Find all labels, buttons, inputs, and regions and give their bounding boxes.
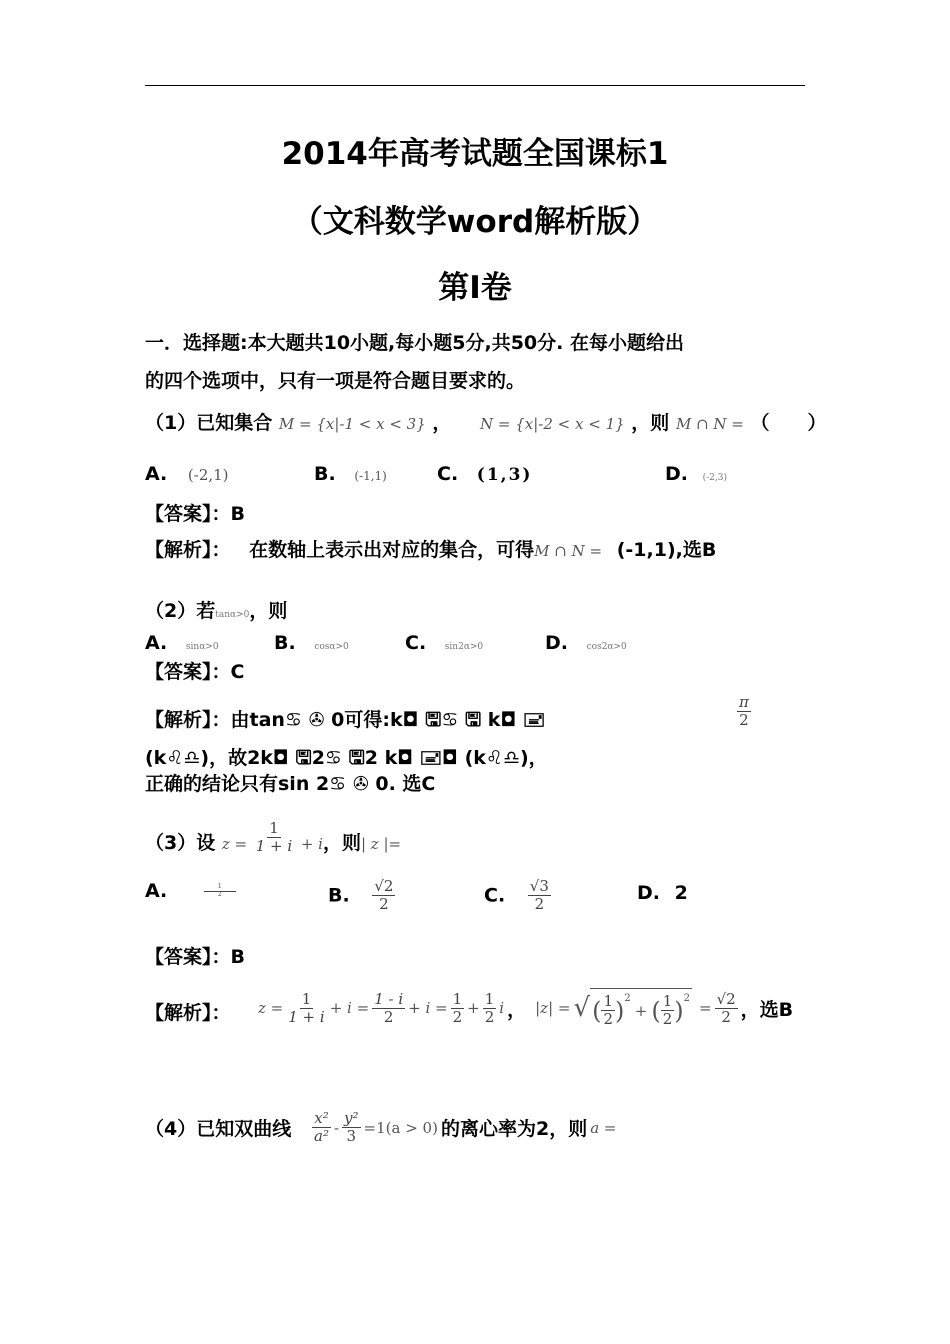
fraction-den: 1 + i xyxy=(288,1007,325,1026)
answer-label: 【答案】： xyxy=(145,503,231,525)
fraction-num: π xyxy=(739,693,749,711)
fraction-num: 1 xyxy=(301,989,312,1008)
q3-option-d xyxy=(637,882,688,904)
paren-close-icon: ) xyxy=(674,996,684,1025)
q3-answer xyxy=(145,942,245,969)
option-label: D. xyxy=(665,463,688,485)
fraction xyxy=(372,878,395,914)
q2-option-c xyxy=(405,632,483,654)
q1-paren: （ ） xyxy=(750,412,827,434)
fraction xyxy=(715,991,738,1027)
q3-then: ，则 xyxy=(322,832,361,854)
fraction-den: 3 xyxy=(346,1127,357,1146)
top-rule xyxy=(145,85,805,86)
q1-option-c xyxy=(437,463,532,485)
q2-option-d xyxy=(545,632,627,654)
fraction-den: 2 xyxy=(603,1010,613,1029)
q3-z-tail: + i xyxy=(300,835,323,853)
analysis-result: (-1,1),选B xyxy=(616,539,717,561)
q3-z-lhs: z = xyxy=(221,835,248,853)
paren-open-icon: ( xyxy=(592,996,602,1025)
fraction-den: 2 xyxy=(662,1010,673,1029)
fraction xyxy=(528,878,551,914)
fraction xyxy=(451,991,465,1027)
sqrt-icon: √ xyxy=(573,993,591,1024)
paren-open-icon: ( xyxy=(651,996,661,1025)
exponent: 2 xyxy=(683,993,690,1004)
option-label: B. xyxy=(274,632,296,654)
option-value: cosα>0 xyxy=(314,642,349,652)
fraction-den: 2 xyxy=(452,1007,463,1026)
answer-value: B xyxy=(230,946,245,968)
sqrt-body xyxy=(590,988,692,1029)
fraction-num: x² xyxy=(314,1109,329,1127)
fraction xyxy=(483,991,497,1027)
q4-tail: 的离心率为2，则 xyxy=(440,1118,588,1141)
q1-expr: M ∩ N = xyxy=(675,415,744,433)
fraction-num: 1 xyxy=(484,989,495,1008)
q1-option-a xyxy=(145,463,229,485)
fraction-num: √2 xyxy=(716,989,736,1008)
option-value: (1,3) xyxy=(476,465,533,485)
q2-pi-fraction xyxy=(737,694,751,730)
fraction-num: 1 xyxy=(269,818,279,837)
option-label: B. xyxy=(328,884,350,907)
formula-rhs: =1(a > 0) xyxy=(363,1118,438,1137)
q1-set-n: N = {x|-2 < x < 1} xyxy=(480,415,625,433)
fraction xyxy=(737,694,751,730)
section-instructions-line1: 一．选择题:本大题共10小题,每小题5分,共50分. 在每小题给出 xyxy=(145,332,684,354)
formula-plus: + xyxy=(467,999,480,1018)
fraction-num: 1 xyxy=(452,989,463,1008)
fraction-den: 2 xyxy=(383,1007,394,1026)
q1-comma: ， xyxy=(432,412,452,434)
fraction xyxy=(254,820,294,856)
fraction-den: 1 + i xyxy=(255,837,293,855)
q4-stem-text: （4）已知双曲线 xyxy=(145,1118,292,1140)
option-value: 2 xyxy=(674,882,688,904)
question-4-stem xyxy=(145,1114,291,1141)
option-value: (-2,1) xyxy=(187,466,229,484)
q1-set-m: M = {x|-1 < x < 3} xyxy=(278,415,426,433)
sqrt-expression xyxy=(573,988,692,1029)
fraction-den: 2 xyxy=(217,891,222,898)
q3-analysis xyxy=(145,998,231,1025)
page-subtitle: （文科数学word解析版） xyxy=(291,204,659,240)
answer-value: B xyxy=(230,503,245,525)
formula-eq: = xyxy=(698,999,712,1018)
question-3-stem xyxy=(145,818,402,855)
q1-stem-text: （1）已知集合 xyxy=(145,412,273,434)
analysis-label: 【解析】： xyxy=(145,1002,231,1024)
formula-minus: - xyxy=(333,1118,340,1137)
analysis-label: 【解析】： xyxy=(145,539,231,561)
q3-option-a xyxy=(145,880,236,902)
fraction xyxy=(601,993,615,1029)
fraction-den: 2 xyxy=(534,895,545,914)
fraction-num: 1 xyxy=(662,992,673,1010)
fraction-num: y² xyxy=(344,1109,359,1127)
q4-a-eq: a = xyxy=(590,1118,617,1137)
q2-analysis-line2: (k♌♎)，故2k◘ 🖫2♋ 🖫2 k◘ 🖃◘ (k♌♎)， xyxy=(145,747,548,769)
q1-analysis xyxy=(145,535,716,562)
option-label: C. xyxy=(405,632,427,654)
q2-then: ，则 xyxy=(249,600,288,622)
option-label: A. xyxy=(145,632,168,654)
formula-comma: ， xyxy=(507,998,527,1021)
q2-analysis-line3: 正确的结论只有sin 2♋ ✇ 0. 选C xyxy=(145,773,436,795)
formula-abs: |z| = xyxy=(535,999,571,1018)
answer-value: C xyxy=(230,661,245,683)
option-value: cos2α>0 xyxy=(586,642,627,652)
section-instructions-line2: 的四个选项中，只有一项是符合题目要求的。 xyxy=(145,370,526,392)
question-1-stem xyxy=(145,408,827,435)
q2-condition: tanα>0 xyxy=(215,610,250,620)
option-label: D. xyxy=(637,882,660,904)
fraction xyxy=(661,993,675,1029)
q2-stem-text: （2）若 xyxy=(145,600,216,622)
analysis-label: 【解析】： xyxy=(145,709,231,731)
answer-label: 【答案】： xyxy=(145,661,231,683)
q3-analysis-formula xyxy=(258,988,793,1029)
fraction-num: 1 xyxy=(204,884,236,892)
option-value: sin2α>0 xyxy=(444,642,484,652)
option-label: A. xyxy=(145,463,168,485)
q1-option-b xyxy=(314,463,387,485)
fraction-num: 1 xyxy=(603,992,613,1010)
q1-answer xyxy=(145,499,245,526)
q1-option-d xyxy=(665,463,727,485)
page-title: 2014年高考试题全国课标1 xyxy=(281,136,669,172)
q2-option-b xyxy=(274,632,349,654)
answer-label: 【答案】： xyxy=(145,946,231,968)
formula-plus-i: + i = xyxy=(408,999,448,1018)
option-label: D. xyxy=(545,632,568,654)
option-label: C. xyxy=(437,463,459,485)
fraction-den: 2 xyxy=(739,711,749,730)
formula-z: z = xyxy=(258,999,284,1018)
exponent: 2 xyxy=(624,993,631,1004)
paren-close-icon: ) xyxy=(614,996,625,1025)
question-2-stem xyxy=(145,596,287,623)
formula-choose: ，选B xyxy=(740,998,794,1021)
option-value: (-2,3) xyxy=(702,473,728,483)
fraction xyxy=(204,884,236,899)
q2-analysis-line1 xyxy=(145,705,545,738)
fraction-den: 2 xyxy=(484,1007,495,1026)
formula-i: i xyxy=(499,999,505,1018)
fraction-num: √3 xyxy=(529,877,549,895)
q2-option-a xyxy=(145,632,219,654)
option-label: A. xyxy=(145,880,168,902)
volume-heading: 第Ⅰ卷 xyxy=(438,270,512,306)
option-label: C. xyxy=(484,884,506,907)
fraction xyxy=(372,991,405,1027)
fraction-num: 1 - i xyxy=(374,989,404,1008)
fraction-den: 2 xyxy=(721,1007,731,1026)
fraction-den: 2 xyxy=(379,895,389,914)
option-value: sinα>0 xyxy=(185,642,219,652)
fraction-den: a² xyxy=(314,1127,329,1146)
q1-then: ，则 xyxy=(631,412,670,434)
analysis-text: 在数轴上表示出对应的集合，可得 xyxy=(249,539,535,561)
q3-option-b xyxy=(328,878,395,914)
fraction-num: √2 xyxy=(374,877,394,895)
formula-plus-i: + i = xyxy=(329,999,370,1018)
q2-answer xyxy=(145,657,244,684)
q3-abs: | z |= xyxy=(360,835,402,853)
option-label: B. xyxy=(314,463,336,485)
q4-hyperbola-formula xyxy=(312,1110,616,1146)
formula-plus: + xyxy=(634,1001,648,1020)
fraction xyxy=(286,991,326,1027)
fraction xyxy=(342,1110,361,1146)
fraction xyxy=(312,1110,331,1146)
option-value: (-1,1) xyxy=(354,469,387,483)
analysis-expr: M ∩ N = xyxy=(534,542,603,560)
analysis-text: 由tan♋ ✇ 0可得:k◘ 🖫♋ 🖫 k◘ 🖃 xyxy=(230,709,546,731)
q3-stem-text: （3）设 xyxy=(145,832,216,854)
q3-option-c xyxy=(484,878,551,914)
